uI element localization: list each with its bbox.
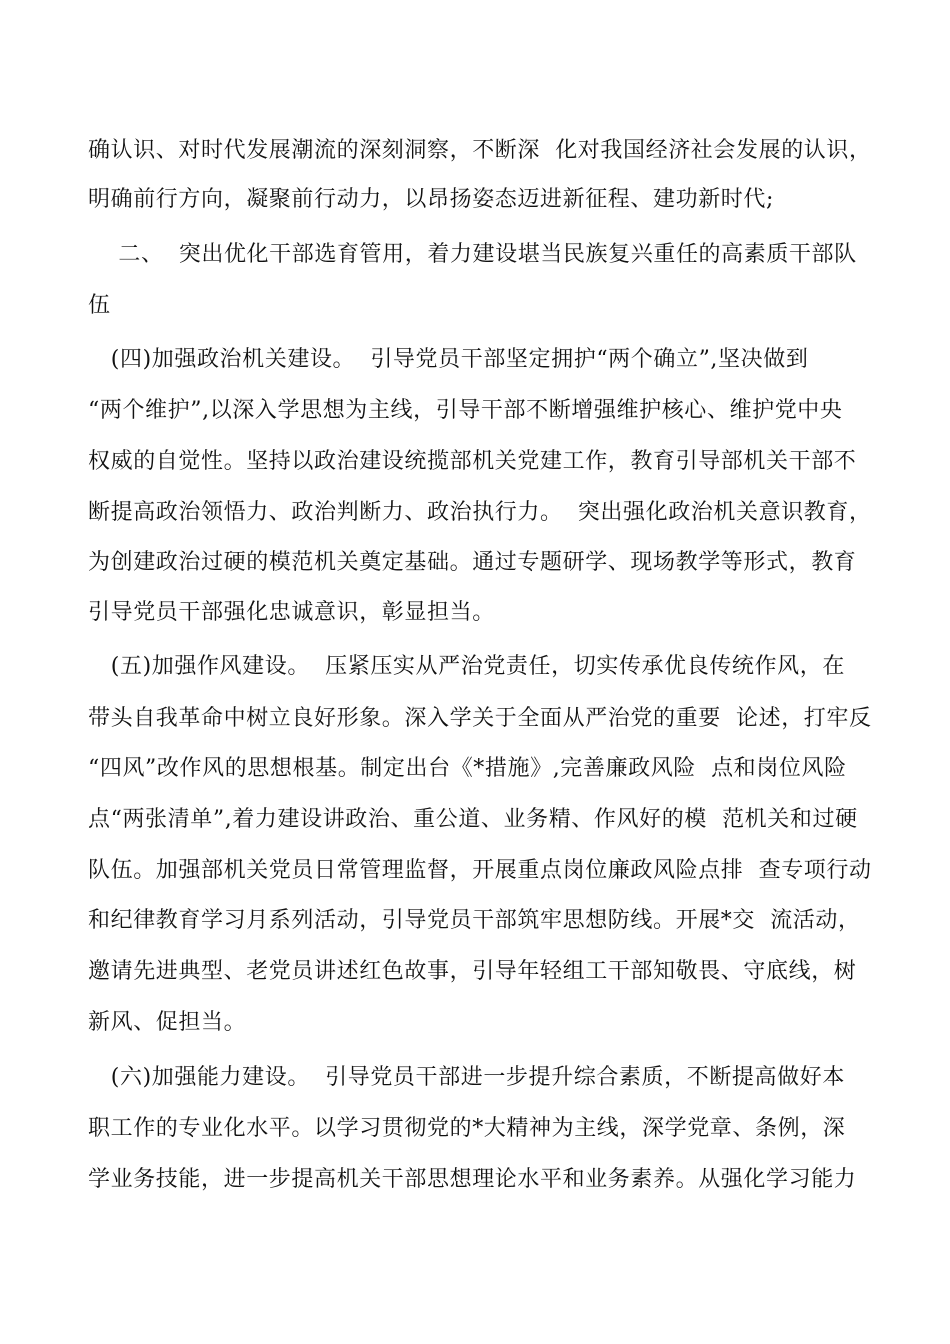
text-line: 引导党员干部强化忠诚意识，彰显担当。 <box>88 600 495 625</box>
text-line: 确认识、对时代发展潮流的深刻洞察，不断深 化对我国经济社会发展的认识， <box>88 138 872 163</box>
text-line: 点“两张清单”,着力建设讲政治、重公道、业务精、作风好的模 范机关和过硬 <box>88 807 858 832</box>
text-line: 新风、促担当。 <box>88 1010 247 1035</box>
text-line: 队伍。加强部机关党员日常管理监督，开展重点岗位廉政风险点排 查专项行动 <box>88 858 872 883</box>
text-line: 带头自我革命中树立良好形象。深入学关于全面从严治党的重要 论述，打牢反 <box>88 706 872 731</box>
text-line: 明确前行方向，凝聚前行动力，以昂扬姿态迈进新征程、建功新时代; <box>88 187 775 212</box>
text-line: 邀请先进典型、老党员讲述红色故事，引导年轻组工干部知敬畏、守底线，树 <box>88 959 857 984</box>
text-line: 权威的自觉性。坚持以政治建设统揽部机关党建工作，教育引导部机关干部不 <box>88 449 857 474</box>
text-line: (四)加强政治机关建设。 引导党员干部坚定拥护“两个确立”,坚决做到 <box>88 347 809 372</box>
text-line: 为创建政治过硬的模范机关奠定基础。通过专题研学、现场教学等形式，教育 <box>88 550 857 575</box>
section-heading-line: 二、 突出优化干部选育管用，着力建设堪当民族复兴重任的高素质干部队 <box>88 242 857 267</box>
section-heading-line: 伍 <box>88 293 111 318</box>
text-line: “两个维护”,以深入学思想为主线，引导干部不断增强维护核心、维护党中央 <box>88 398 843 423</box>
text-line: 和纪律教育学习月系列活动，引导党员干部筑牢思想防线。开展*交 流活动， <box>88 908 861 933</box>
text-line: (五)加强作风建设。 压紧压实从严治党责任，切实传承优良传统作风，在 <box>88 654 845 679</box>
text-line: 断提高政治领悟力、政治判断力、政治执行力。 突出强化政治机关意识教育， <box>88 500 872 525</box>
text-line: (六)加强能力建设。 引导党员干部进一步提升综合素质，不断提高做好本 <box>88 1065 845 1090</box>
text-line: “四风”改作风的思想根基。制定出台《*措施》,完善廉政风险 点和岗位风险 <box>88 756 847 781</box>
text-line: 学业务技能，进一步提高机关干部思想理论水平和业务素养。从强化学习能力 <box>88 1167 857 1192</box>
text-line: 职工作的专业化水平。以学习贯彻党的*大精神为主线，深学党章、条例，深 <box>88 1116 846 1141</box>
